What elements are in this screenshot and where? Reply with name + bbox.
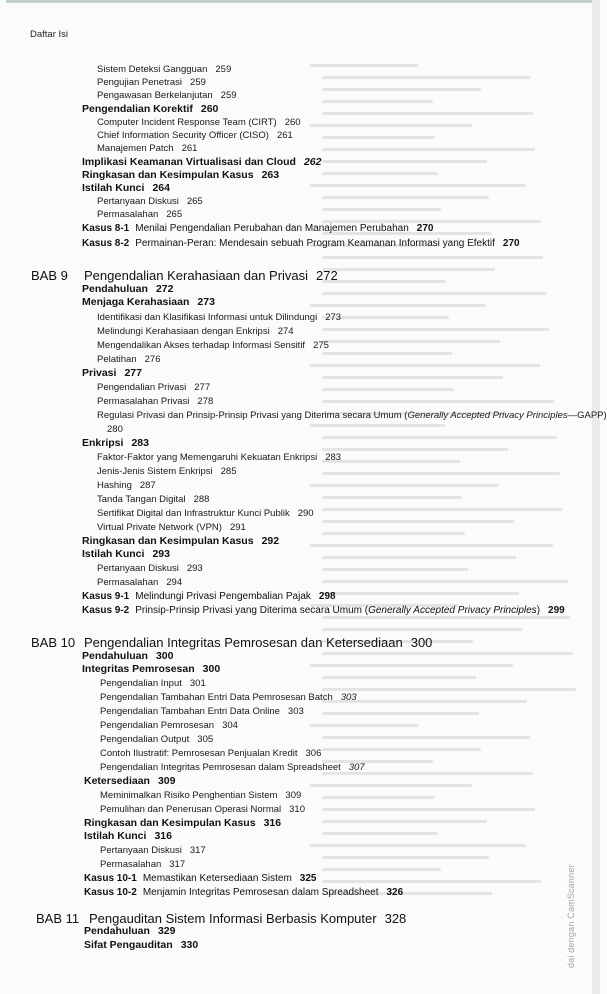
entry-title: Sertifikat Digital dan Infrastruktur Kunci Publik [97, 508, 290, 519]
entry-title: Istilah Kunci [82, 182, 145, 194]
entry-title: Permainan-Peran: Mendesain sebuah Program Keamanan Informasi yang Efektif [135, 238, 495, 249]
page-number: 329 [157, 925, 176, 937]
subsection-entry [97, 411, 607, 421]
case-entry [84, 874, 316, 884]
bleed-line [322, 268, 495, 271]
page-number: 259 [190, 77, 206, 88]
entry-title-italic: Generally Accepted Privacy Principles [407, 410, 568, 421]
entry-title: 280 [107, 424, 123, 435]
section-entry [82, 157, 322, 168]
bleed-line [310, 424, 445, 427]
bleed-line [322, 808, 535, 811]
entry-title: Ringkasan dan Kesimpulan Kasus [84, 817, 256, 829]
chapter-heading [31, 269, 338, 282]
bleed-line [322, 592, 519, 595]
bleed-line [322, 340, 500, 343]
chapter-title: Pengendalian Kerahasiaan dan Privasi [84, 268, 309, 283]
page-number: 260 [284, 117, 301, 128]
section-entry [82, 664, 220, 675]
scan-right-edge [592, 0, 600, 994]
bleed-line [310, 64, 418, 67]
page-number: 285 [220, 466, 237, 477]
bleed-line [322, 712, 479, 715]
entry-title: Pendahuluan [82, 650, 148, 662]
bleed-line [322, 460, 460, 463]
entry-title: Pendahuluan [84, 925, 150, 937]
page-number: 278 [197, 396, 214, 407]
page-number: 306 [305, 748, 322, 759]
subsection-entry [100, 679, 206, 689]
bleed-line [322, 328, 549, 331]
entry-title: Pengendalian Korektif [82, 103, 193, 115]
page-number: 265 [166, 209, 183, 220]
bleed-line [310, 784, 472, 787]
entry-title: Pengawasan Berkelanjutan [97, 90, 213, 101]
scanner-watermark: dai dengan CamScanner [566, 864, 576, 968]
bleed-line [322, 520, 514, 523]
bleed-line [322, 376, 503, 379]
page-number: 317 [169, 859, 186, 870]
bleed-line [322, 868, 441, 871]
entry-title: Computer Incident Response Team (CIRT) [97, 117, 277, 128]
bleed-line [310, 304, 486, 307]
subsection-entry [97, 495, 209, 505]
page-number: 272 [316, 268, 338, 283]
entry-title: Pertanyaan Diskusi [97, 563, 179, 574]
subsection-entry [97, 118, 301, 128]
subsection-entry [97, 78, 206, 88]
chapter-heading [36, 912, 406, 925]
subsection-entry [97, 509, 314, 519]
entry-title: Menjamin Integritas Pemrosesan dalam Spreadsheet [142, 887, 379, 898]
entry-title: Manajemen Patch [97, 143, 174, 154]
entry-title: Pengendalian Pemrosesan [100, 720, 215, 731]
bleed-line [322, 472, 560, 475]
entry-title: Faktor-Faktor yang Memengaruhi Kekuatan Enkripsi [97, 452, 318, 463]
bleed-line [322, 496, 462, 499]
page-number: 292 [261, 535, 280, 547]
subsection-entry [97, 91, 237, 101]
bleed-line [322, 148, 535, 151]
entry-title: Pengendalian Integritas Pemrosesan dalam Spreadsheet [100, 762, 341, 773]
entry-title: Chief Information Security Officer (CISO) [97, 130, 269, 141]
page-number: 283 [131, 437, 149, 449]
bleed-line [322, 856, 489, 859]
subsection-entry [100, 846, 206, 856]
subsection-entry [97, 383, 210, 393]
entry-title: Permasalahan [97, 577, 159, 588]
running-header: Daftar Isi [30, 29, 69, 40]
page-number: 277 [194, 382, 211, 393]
page-number: 261 [276, 130, 293, 141]
section-entry [82, 438, 149, 449]
bleed-line [322, 112, 533, 115]
scan-top-edge [6, 0, 596, 3]
entry-title: Memastikan Ketersediaan Sistem [142, 873, 292, 884]
page-number: 273 [325, 312, 342, 323]
section-entry [82, 651, 173, 662]
subsection-entry [100, 860, 185, 870]
page-number: 264 [152, 182, 170, 194]
entry-title: Mengendalikan Akses terhadap Informasi Sensitif [97, 340, 306, 351]
bleed-line [322, 160, 487, 163]
entry-title-italic: Generally Accepted Privacy Principles [368, 605, 537, 616]
page-number: 303 [340, 692, 357, 703]
chapter-number: BAB 11 [36, 911, 80, 926]
bleed-line [322, 280, 446, 283]
entry-title: Istilah Kunci [84, 830, 147, 842]
section-entry [82, 284, 173, 295]
entry-title: Permasalahan [100, 859, 162, 870]
entry-title: Pemulihan dan Penerusan Operasi Normal [100, 804, 282, 815]
page-number: 260 [200, 103, 219, 115]
page-number: 325 [299, 873, 317, 884]
entry-title: Integritas Pemrosesan [82, 663, 195, 675]
entry-title: Permasalahan Privasi [97, 396, 190, 407]
bleed-line [310, 664, 513, 667]
page-number: 291 [229, 522, 246, 533]
bleed-line [310, 184, 526, 187]
subsection-entry [97, 131, 293, 141]
case-entry [84, 888, 403, 898]
section-entry [84, 940, 198, 951]
bleed-line [322, 292, 546, 295]
page-number: 261 [181, 143, 198, 154]
entry-title: Pelatihan [97, 354, 137, 365]
entry-title: Ringkasan dan Kesimpulan Kasus [82, 169, 254, 181]
entry-title: Pertanyaan Diskusi [97, 196, 179, 207]
page-number: 283 [325, 452, 342, 463]
subsection-entry [97, 523, 246, 533]
entry-title: Melindungi Privasi Pengembalian Pajak [135, 591, 311, 602]
page-number: 303 [287, 706, 304, 717]
bleed-line [322, 100, 433, 103]
case-entry [82, 592, 336, 602]
entry-title: Virtual Private Network (VPN) [97, 522, 222, 533]
entry-title: Identifikasi dan Klasifikasi Informasi untuk Dilindungi [97, 312, 318, 323]
entry-title: Sifat Pengauditan [84, 939, 173, 951]
page-number: 317 [189, 845, 206, 856]
section-entry [82, 536, 279, 547]
page-number: 300 [202, 663, 221, 675]
entry-title: Implikasi Keamanan Virtualisasi dan Cloud [82, 156, 296, 168]
subsection-entry [97, 313, 341, 323]
subsection-entry [97, 144, 197, 154]
bleed-line [322, 688, 576, 691]
subsection-entry [97, 197, 203, 207]
entry-title: Pengendalian Tambahan Entri Data Pemrosesan Batch [100, 692, 333, 703]
case-number: Kasus 8-1 [82, 223, 130, 234]
page-number: 294 [166, 577, 183, 588]
section-entry [82, 170, 279, 181]
page-number: 275 [313, 340, 329, 351]
entry-title: Pertanyaan Diskusi [100, 845, 182, 856]
page-number: 300 [410, 635, 433, 650]
case-entry [82, 224, 433, 234]
section-entry [84, 926, 175, 937]
chapter-title: Pengauditan Sistem Informasi Berbasis Komputer [89, 911, 377, 926]
chapter-heading [31, 636, 432, 649]
entry-title: Permasalahan [97, 209, 159, 220]
subsection-entry [97, 564, 203, 574]
case-number: Kasus 9-2 [82, 605, 130, 616]
page-number: 274 [277, 326, 294, 337]
page-number: 316 [154, 830, 172, 842]
bleed-through-text [310, 55, 580, 975]
entry-title: Contoh Ilustratif: Pemrosesan Penjualan Kredit [100, 748, 298, 759]
page-number: 316 [263, 817, 282, 829]
subsection-entry [100, 693, 357, 703]
bleed-line [322, 532, 465, 535]
bleed-line [322, 388, 454, 391]
bleed-line [322, 628, 522, 631]
entry-title: Privasi [82, 367, 117, 379]
page-number: 273 [197, 296, 215, 308]
page-number: 288 [193, 494, 210, 505]
section-entry [82, 104, 218, 115]
bleed-line [322, 652, 573, 655]
page-number: 299 [548, 605, 565, 616]
entry-title: Hashing [97, 480, 132, 491]
entry-title: Melindungi Kerahasiaan dengan Enkripsi [97, 326, 270, 337]
page-number: 300 [155, 650, 174, 662]
bleed-line [322, 880, 541, 883]
page-number: 304 [222, 720, 238, 731]
entry-title-tail: —GAPP) [567, 410, 607, 421]
section-entry [82, 183, 170, 194]
bleed-line [310, 364, 540, 367]
subsection-entry [100, 805, 305, 815]
entry-title: Pengujian Penetrasi [97, 77, 183, 88]
entry-title: Jenis-Jenis Sistem Enkripsi [97, 466, 213, 477]
subsection-entry [97, 453, 341, 463]
bleed-line [322, 196, 489, 199]
subsection-entry [100, 791, 301, 801]
subsection-entry [97, 65, 231, 75]
chapter-number: BAB 10 [31, 635, 76, 650]
bleed-line [322, 736, 530, 739]
bleed-line [322, 820, 487, 823]
page-number: 326 [386, 887, 404, 898]
page-number: 298 [318, 591, 336, 602]
chapter-title: Pengendalian Integritas Pemrosesan dan Ketersediaan [84, 635, 403, 650]
case-number: Kasus 8-2 [82, 238, 130, 249]
section-entry [84, 818, 281, 829]
bleed-line [322, 400, 554, 403]
bleed-line [322, 208, 441, 211]
page-number: 259 [220, 90, 237, 101]
entry-title: Pengendalian Output [100, 734, 190, 745]
bleed-line [310, 484, 499, 487]
bleed-line [322, 256, 543, 259]
entry-title: Pengendalian Tambahan Entri Data Online [100, 706, 280, 717]
entry-title: Ketersediaan [84, 775, 150, 787]
subsection-entry [97, 578, 182, 588]
page-number: 305 [197, 734, 214, 745]
bleed-line [322, 136, 435, 139]
bleed-line [322, 580, 568, 583]
bleed-line [322, 352, 452, 355]
entry-title: Menjaga Kerahasiaan [82, 296, 190, 308]
subsection-entry [100, 749, 321, 759]
page-number: 328 [384, 911, 407, 926]
subsection-entry [97, 327, 294, 337]
page-number: 293 [152, 548, 170, 560]
page-number: 272 [155, 283, 174, 295]
entry-title: Menilai Pengendalian Perubahan dan Manajemen Perubahan [135, 223, 409, 234]
subsection-entry [97, 397, 213, 407]
entry-title: Sistem Deteksi Gangguan [97, 64, 208, 75]
bleed-line [310, 724, 418, 727]
subsection-entry [100, 763, 365, 773]
bleed-line [322, 88, 481, 91]
subsection-entry [100, 735, 213, 745]
subsection-entry [97, 210, 182, 220]
case-number: Kasus 9-1 [82, 591, 130, 602]
page-number: 277 [124, 367, 142, 379]
entry-title: Pengendalian Input [100, 678, 182, 689]
page-number: 310 [289, 804, 305, 815]
bleed-line [322, 796, 435, 799]
section-entry [84, 831, 172, 842]
bleed-line [310, 844, 526, 847]
entry-title: Pendahuluan [82, 283, 148, 295]
entry-title: Meminimalkan Risiko Penghentian Sistem [100, 790, 278, 801]
page-number: 309 [285, 790, 302, 801]
bleed-line [322, 748, 481, 751]
page-number: 270 [416, 223, 434, 234]
page-number: 270 [502, 238, 520, 249]
page-number: 259 [215, 64, 232, 75]
entry-title: Pengendalian Privasi [97, 382, 187, 393]
subsection-entry [100, 707, 304, 717]
section-entry [84, 776, 175, 787]
bleed-line [310, 124, 472, 127]
section-entry [82, 297, 215, 308]
page-number: 293 [186, 563, 203, 574]
bleed-line [322, 172, 438, 175]
entry-title: Tanda Tangan Digital [97, 494, 186, 505]
section-entry [82, 549, 170, 560]
entry-title-tail: ) [536, 605, 541, 616]
bleed-line [310, 544, 553, 547]
page-number: 301 [189, 678, 206, 689]
bleed-line [322, 448, 508, 451]
page-number: 287 [139, 480, 156, 491]
page-number: 309 [157, 775, 176, 787]
bleed-line [322, 616, 570, 619]
bleed-line [322, 76, 530, 79]
case-entry [82, 239, 520, 249]
bleed-line [322, 508, 562, 511]
subsection-entry [97, 467, 236, 477]
page-number: 262 [303, 156, 322, 168]
page-number: 330 [180, 939, 199, 951]
page-number: 263 [261, 169, 280, 181]
subsection-entry [97, 481, 156, 491]
subsection-entry [97, 341, 329, 351]
entry-title: Regulasi Privasi dan Prinsip-Prinsip Privasi yang Diterima secara Umum ( [97, 410, 408, 421]
bleed-line [322, 676, 476, 679]
subsection-entry [100, 721, 238, 731]
page-number: 276 [144, 354, 161, 365]
bleed-line [322, 568, 468, 571]
chapter-number: BAB 9 [31, 268, 68, 283]
bleed-line [322, 556, 516, 559]
entry-title: Prinsip-Prinsip Privasi yang Diterima secara Umum ( [135, 605, 369, 616]
subsection-entry [107, 425, 123, 435]
case-number: Kasus 10-1 [84, 873, 137, 884]
page-number: 290 [297, 508, 314, 519]
entry-title: Ringkasan dan Kesimpulan Kasus [82, 535, 254, 547]
bleed-line [322, 832, 438, 835]
page-number: 307 [348, 762, 365, 773]
section-entry [82, 368, 142, 379]
page-number: 265 [186, 196, 203, 207]
subsection-entry [97, 355, 160, 365]
entry-title: Enkripsi [82, 437, 124, 449]
entry-title: Istilah Kunci [82, 548, 145, 560]
case-number: Kasus 10-2 [84, 887, 137, 898]
case-entry [82, 606, 565, 616]
bleed-line [322, 436, 557, 439]
